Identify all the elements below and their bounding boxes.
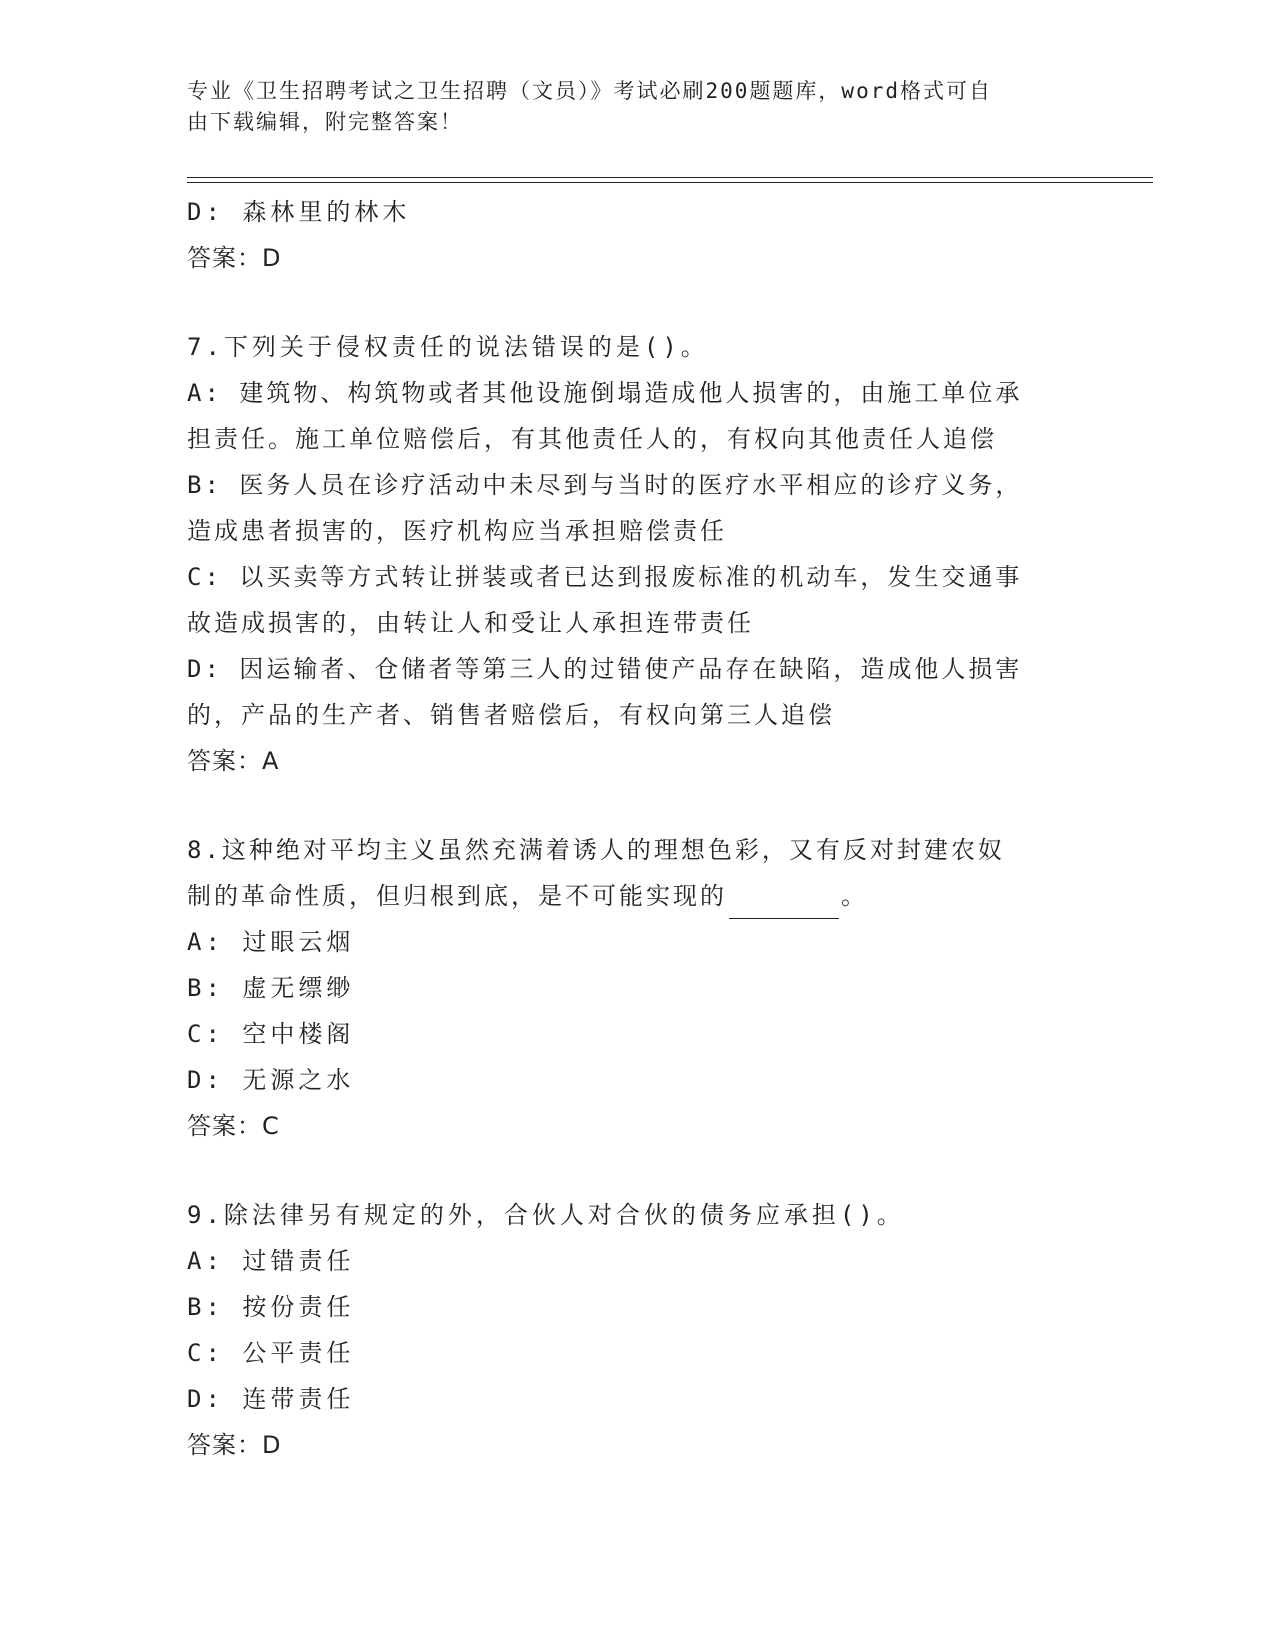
header-note-line-2: 由下载编辑，附完整答案！: [187, 110, 463, 134]
header-rule-top: [187, 177, 1153, 178]
question-gap: [187, 281, 1087, 324]
answer-line: 答案：A: [187, 747, 280, 775]
option-d: D: 连带责任: [187, 1385, 355, 1413]
question-list: [187, 189, 1087, 1468]
fill-in-blank: [729, 886, 839, 919]
header-rule-bottom: [187, 182, 1153, 183]
option-d-line-2: 的，产品的生产者、销售者赔偿后，有权向第三人追偿: [187, 701, 835, 729]
question-8: [187, 827, 1087, 1149]
question-9: [187, 1192, 1087, 1468]
option-a: A: 过眼云烟: [187, 928, 355, 956]
option-b-line-2: 造成患者损害的，医疗机构应当承担赔偿责任: [187, 517, 727, 545]
option-d: D: 森林里的林木: [187, 198, 411, 226]
question-gap: [187, 1149, 1087, 1192]
stem-text-before-blank: 制的革命性质，但归根到底，是不可能实现的: [187, 882, 727, 910]
question-gap: [187, 784, 1087, 827]
answer-line: 答案：D: [187, 244, 282, 272]
question-stem-line-1: 8.这种绝对平均主义虽然充满着诱人的理想色彩，又有反对封建农奴: [187, 836, 1005, 864]
option-c-line-2: 故造成损害的，由转让人和受让人承担连带责任: [187, 609, 754, 637]
option-b: B: 虚无缥缈: [187, 974, 355, 1002]
option-b-line-1: B: 医务人员在诊疗活动中未尽到与当时的医疗水平相应的诊疗义务，: [187, 471, 1023, 499]
stem-text-after-blank: 。: [841, 882, 868, 910]
option-a: A: 过错责任: [187, 1247, 355, 1275]
option-c-line-1: C: 以买卖等方式转让拼装或者已达到报废标准的机动车，发生交通事: [187, 563, 1023, 591]
option-a-line-2: 担责任。施工单位赔偿后，有其他责任人的，有权向其他责任人追偿: [187, 425, 997, 453]
question-6-tail: [187, 189, 1087, 281]
question-7: [187, 324, 1087, 784]
option-d: D: 无源之水: [187, 1066, 355, 1094]
question-stem-line-2: [187, 873, 1087, 919]
header-note-line-1: 专业《卫生招聘考试之卫生招聘（文员）》考试必刷200题题库，word格式可自: [187, 79, 992, 103]
question-stem: 9.除法律另有规定的外，合伙人对合伙的债务应承担()。: [187, 1201, 905, 1229]
option-d-line-1: D: 因运输者、仓储者等第三人的过错使产品存在缺陷，造成他人损害: [187, 655, 1023, 683]
option-b: B: 按份责任: [187, 1293, 355, 1321]
answer-line: 答案：D: [187, 1431, 282, 1459]
answer-line: 答案：C: [187, 1112, 280, 1140]
question-stem: 7.下列关于侵权责任的说法错误的是()。: [187, 333, 709, 361]
option-c: C: 公平责任: [187, 1339, 355, 1367]
option-c: C: 空中楼阁: [187, 1020, 355, 1048]
header-note: [187, 76, 1067, 138]
option-a-line-1: A: 建筑物、构筑物或者其他设施倒塌造成他人损害的，由施工单位承: [187, 379, 1023, 407]
